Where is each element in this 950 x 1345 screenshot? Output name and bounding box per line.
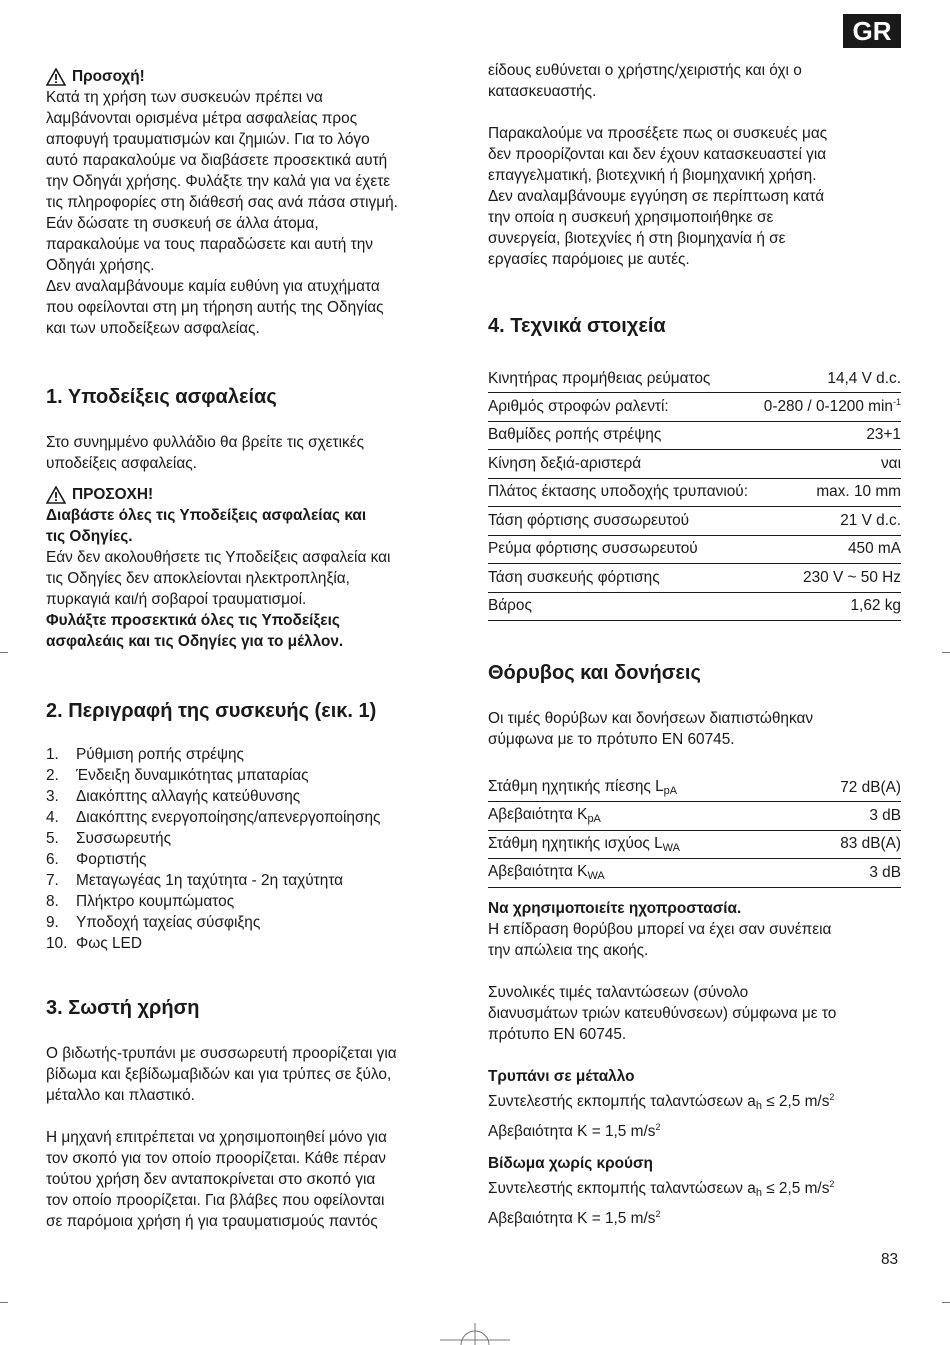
noise-label: Αβεβαιότητα $K_{WA}$ xyxy=(488,859,802,888)
text-line: είδους ευθύνεται ο χρήστης/χειριστής και όχι ο xyxy=(488,62,802,79)
table-row xyxy=(488,535,901,564)
list-item: 1. Ρύθμιση ροπής στρέψης xyxy=(46,746,244,763)
table-row xyxy=(488,830,901,859)
crop-mark xyxy=(942,652,950,653)
text-line: παρακαλούμε να τους παραδώσετε και αυτή την xyxy=(46,236,373,253)
section-2-title: 2. Περιγραφή της συσκευής (εικ. 1) xyxy=(46,700,377,722)
text-line: Δεν αναλαμβάνουμε καμία ευθύνη για ατυχήματα xyxy=(46,278,380,295)
spec-label: Πλάτος έκτασης υποδοχής τρυπανιού: xyxy=(488,478,758,507)
text-line: ασφαλεάις και τις Οδηγίες για το μέλλον. xyxy=(46,633,344,650)
text-line: επαγγελματική, βιοτεχνική ή βιομηχανική χρήση. xyxy=(488,167,817,184)
hearing-protection xyxy=(488,898,901,961)
screwing-title: Βίδωμα χωρίς κρούση xyxy=(488,1155,653,1172)
text-line: Διαβάστε όλες τις Υποδείξεις ασφαλείας και xyxy=(46,507,367,524)
caution-block xyxy=(46,66,456,339)
text-line: Εάν δώσατε τη συσκευή σε άλλα άτομα, xyxy=(46,215,319,232)
spec-label: Βαθμίδες ροπής στρέψης xyxy=(488,421,758,450)
noise-label: Στάθμη ηχητικής ισχύος $L_{WA}$ xyxy=(488,830,802,859)
noise-value: 3 dB xyxy=(802,859,901,888)
list-item: 8. Πλήκτρο κουμπώματος xyxy=(46,893,235,910)
spec-value: max. 10 mm xyxy=(758,478,901,507)
text-line: αυτό παρακαλούμε να διαβάσετε προσεκτικά αυτή xyxy=(46,152,388,169)
text-line: Ο βιδωτής-τρυπάνι με συσσωρευτή προορίζεται για xyxy=(46,1045,397,1062)
spec-label: Κινητήρας προμήθειας ρεύματος xyxy=(488,365,758,393)
table-row xyxy=(488,421,901,450)
section-3-paragraph-2 xyxy=(46,1127,456,1232)
noise-table xyxy=(488,774,901,888)
spec-value: 450 mA xyxy=(758,535,901,564)
section-1-title: 1. Υποδείξεις ασφαλείας xyxy=(46,386,277,408)
text-line: συνεργεία, βιοτεχνίες ή στη βιομηχανία ή σε xyxy=(488,230,786,247)
hearing-protection-title: Να χρησιμοποιείτε ηχοπροστασία. xyxy=(488,900,742,917)
text-line: σύμφωνα με το πρότυπο EN 60745. xyxy=(488,731,735,748)
text-line: Οι τιμές θορύβων και δονήσεων διαπιστώθηκαν xyxy=(488,710,814,727)
warning-icon xyxy=(46,68,66,86)
list-item: 7. Μεταγωγέας 1η ταχύτητα - 2η ταχύτητα xyxy=(46,872,344,889)
crop-mark xyxy=(0,652,8,653)
text-line: Αβεβαιότητα K = 1,5 $m/s^2$ xyxy=(488,1122,661,1140)
section-1-intro xyxy=(46,432,456,474)
text-line: Εάν δεν ακολουθήσετε τις Υποδείξεις ασφαλεία και xyxy=(46,549,391,566)
table-row xyxy=(488,393,901,422)
text-line: που οφείλονται στη μη τήρηση αυτής της Οδηγίας xyxy=(46,299,384,316)
text-line: διανυσμάτων τριών κατευθύνσεων) σύμφωνα με το xyxy=(488,1005,837,1022)
text-line: μέταλλο και πλαστικό. xyxy=(46,1087,195,1104)
spec-value: 23+1 xyxy=(758,421,901,450)
registration-mark-icon xyxy=(440,1318,510,1345)
table-row xyxy=(488,478,901,507)
spec-label: Τάση συσκευής φόρτισης xyxy=(488,564,758,593)
list-item: 6. Φορτιστής xyxy=(46,851,147,868)
text-line: τις Οδηγίες. xyxy=(46,528,133,545)
table-row xyxy=(488,774,901,802)
crop-mark xyxy=(0,1302,8,1303)
spec-label: Ρεύμα φόρτισης συσσωρευτού xyxy=(488,535,758,564)
caution-heading xyxy=(46,66,456,87)
crop-mark xyxy=(942,1302,950,1303)
table-row xyxy=(488,365,901,393)
text-line: και των υποδείξεων ασφαλείας. xyxy=(46,320,260,337)
spec-label: Κίνηση δεξιά-αριστερά xyxy=(488,450,758,479)
table-row xyxy=(488,859,901,888)
spec-value: 14,4 V d.c. xyxy=(758,365,901,393)
text-line: πυρκαγιά και/ή σοβαροί τραυματισμοί. xyxy=(46,591,307,608)
table-row xyxy=(488,450,901,479)
text-line: τον σκοπό για τον οποίο προορίζεται. Κάθε πέραν xyxy=(46,1150,386,1167)
warning-title: ΠΡΟΣΟΧΗ! xyxy=(72,486,154,503)
noise-value: 83 dB(A) xyxy=(802,830,901,859)
section-3-paragraph-1 xyxy=(46,1043,456,1106)
text-line: Η επίδραση θορύβου μπορεί να έχει σαν συνέπεια xyxy=(488,921,832,938)
list-item: 10. Φως LED xyxy=(46,935,142,952)
spec-value: 1,62 kg xyxy=(758,592,901,621)
metal-drilling-title: Τρυπάνι σε μέταλλο xyxy=(488,1068,635,1085)
liability-continued xyxy=(488,60,901,102)
noise-section-title: Θόρυβος και δονήσεις xyxy=(488,662,701,684)
text-line: Αβεβαιότητα K = 1,5 $m/s^2$ xyxy=(488,1209,661,1227)
usage-notice xyxy=(488,123,901,270)
text-line: σε παρόμοια χρήση ή για τραυματισμούς παντός xyxy=(46,1213,378,1230)
noise-intro xyxy=(488,708,901,750)
spec-value: 230 V ~ 50 Hz xyxy=(758,564,901,593)
parts-list xyxy=(46,744,380,954)
screwing-block xyxy=(488,1153,901,1229)
text-line: δεν προορίζονται και δεν έχουν κατασκευαστεί για xyxy=(488,146,827,163)
text-line: κατασκευαστής. xyxy=(488,83,597,100)
section-3-title: 3. Σωστή χρήση xyxy=(46,997,200,1019)
text-line: Συντελεστής εκπομπής ταλαντώσεων $a_h \le 2,5$ $m/s^2$ xyxy=(488,1179,835,1199)
noise-label: Αβεβαιότητα $K_{pA}$ xyxy=(488,802,802,831)
text-line: την οποία η συσκευή χρησιμοποιήθηκε σε xyxy=(488,209,774,226)
caution-title: Προσοχή! xyxy=(72,68,145,85)
noise-value: 72 dB(A) xyxy=(802,774,901,802)
text-line: τούτου χρήση δεν ανταποκρίνεται στο σκοπό για xyxy=(46,1171,376,1188)
table-row xyxy=(488,802,901,831)
table-row xyxy=(488,564,901,593)
text-line: Παρακαλούμε να προσέξετε πως οι συσκευές μας xyxy=(488,125,828,142)
spec-label: Αριθμός στροφών ραλεντί: xyxy=(488,393,758,422)
text-line: λαμβάνονται ορισμένα μέτρα ασφαλείας προς xyxy=(46,110,358,127)
text-line: Συνολικές τιμές ταλαντώσεων (σύνολο xyxy=(488,984,749,1001)
text-line: τον οποίο προορίζεται. Για βλάβες που οφείλονται xyxy=(46,1192,385,1209)
spec-value: 21 V d.c. xyxy=(758,507,901,536)
noise-value: 3 dB xyxy=(802,802,901,831)
spec-label: Βάρος xyxy=(488,592,758,621)
list-item: 2. Ένδειξη δυναμικότητας μπαταρίας xyxy=(46,767,309,784)
text-line: Κατά τη χρήση των συσκευών πρέπει να xyxy=(46,89,323,106)
warning-icon xyxy=(46,486,66,504)
warning-keep-text xyxy=(46,610,456,652)
metal-drilling-block xyxy=(488,1066,901,1142)
list-item: 9. Υποδοχή ταχείας σύσφιξης xyxy=(46,914,261,931)
text-line: εργασίες παρόμοιες με αυτές. xyxy=(488,251,690,268)
text-line: Συντελεστής εκπομπής ταλαντώσεων $a_h \le 2,5$ $m/s^2$ xyxy=(488,1092,835,1112)
text-line: τις πληροφορίες στη διάθεσή σας ανά πάσα στιγμή. xyxy=(46,194,398,211)
vibration-intro xyxy=(488,982,901,1045)
text-line: Στο συνημμένο φυλλάδιο θα βρείτε τις σχετικές xyxy=(46,434,364,451)
text-line: Η μηχανή επιτρέπεται να χρησιμοποιηθεί μόνο για xyxy=(46,1129,387,1146)
warning-text xyxy=(46,547,456,610)
text-line: πρότυπο EN 60745. xyxy=(488,1026,627,1043)
caution-text xyxy=(46,87,456,339)
text-line: Δεν αναλαμβάνουμε εγγύηση σε περίπτωση κατά xyxy=(488,188,825,205)
spec-value: ναι xyxy=(758,450,901,479)
text-line: βίδωμα και ξεβίδωμαβιδών και για τρύπες σε ξύλο, xyxy=(46,1066,392,1083)
list-item: 4. Διακόπτης ενεργοποίησης/απενεργοποίησης xyxy=(46,809,381,826)
section-4-title: 4. Τεχνικά στοιχεία xyxy=(488,315,666,337)
text-line: την Οδηγάι χρήσης. Φυλάξτε την καλά για να έχετε xyxy=(46,173,391,190)
table-row xyxy=(488,592,901,621)
page-number: 83 xyxy=(881,1251,899,1268)
text-line: τις Οδηγίες δεν αποκλείονται ηλεκτροπληξία, xyxy=(46,570,350,587)
spec-value: 0-280 / 0-1200 $\min^{-1}$ xyxy=(758,393,901,422)
tech-specs-table xyxy=(488,365,901,621)
text-line: αποφυγή τραυματισμών και ζημιών. Για το λόγο xyxy=(46,131,370,148)
noise-label: Στάθμη ηχητικής πίεσης $L_{pA}$ xyxy=(488,774,802,802)
warning-bold-text xyxy=(46,505,456,547)
list-item: 5. Συσσωρευτής xyxy=(46,830,172,847)
warning-heading xyxy=(46,484,456,505)
text-line: Οδηγάι χρήσης. xyxy=(46,257,155,274)
text-line: υποδείξεις ασφαλείας. xyxy=(46,455,197,472)
section-1-warning xyxy=(46,484,456,652)
table-row xyxy=(488,507,901,536)
language-tab: GR xyxy=(843,14,901,48)
spec-label: Τάση φόρτισης συσσωρευτού xyxy=(488,507,758,536)
text-line: την απώλεια της ακοής. xyxy=(488,942,649,959)
list-item: 3. Διακόπτης αλλαγής κατεύθυνσης xyxy=(46,788,301,805)
text-line: Φυλάξτε προσεκτικά όλες τις Υποδείξεις xyxy=(46,612,340,629)
